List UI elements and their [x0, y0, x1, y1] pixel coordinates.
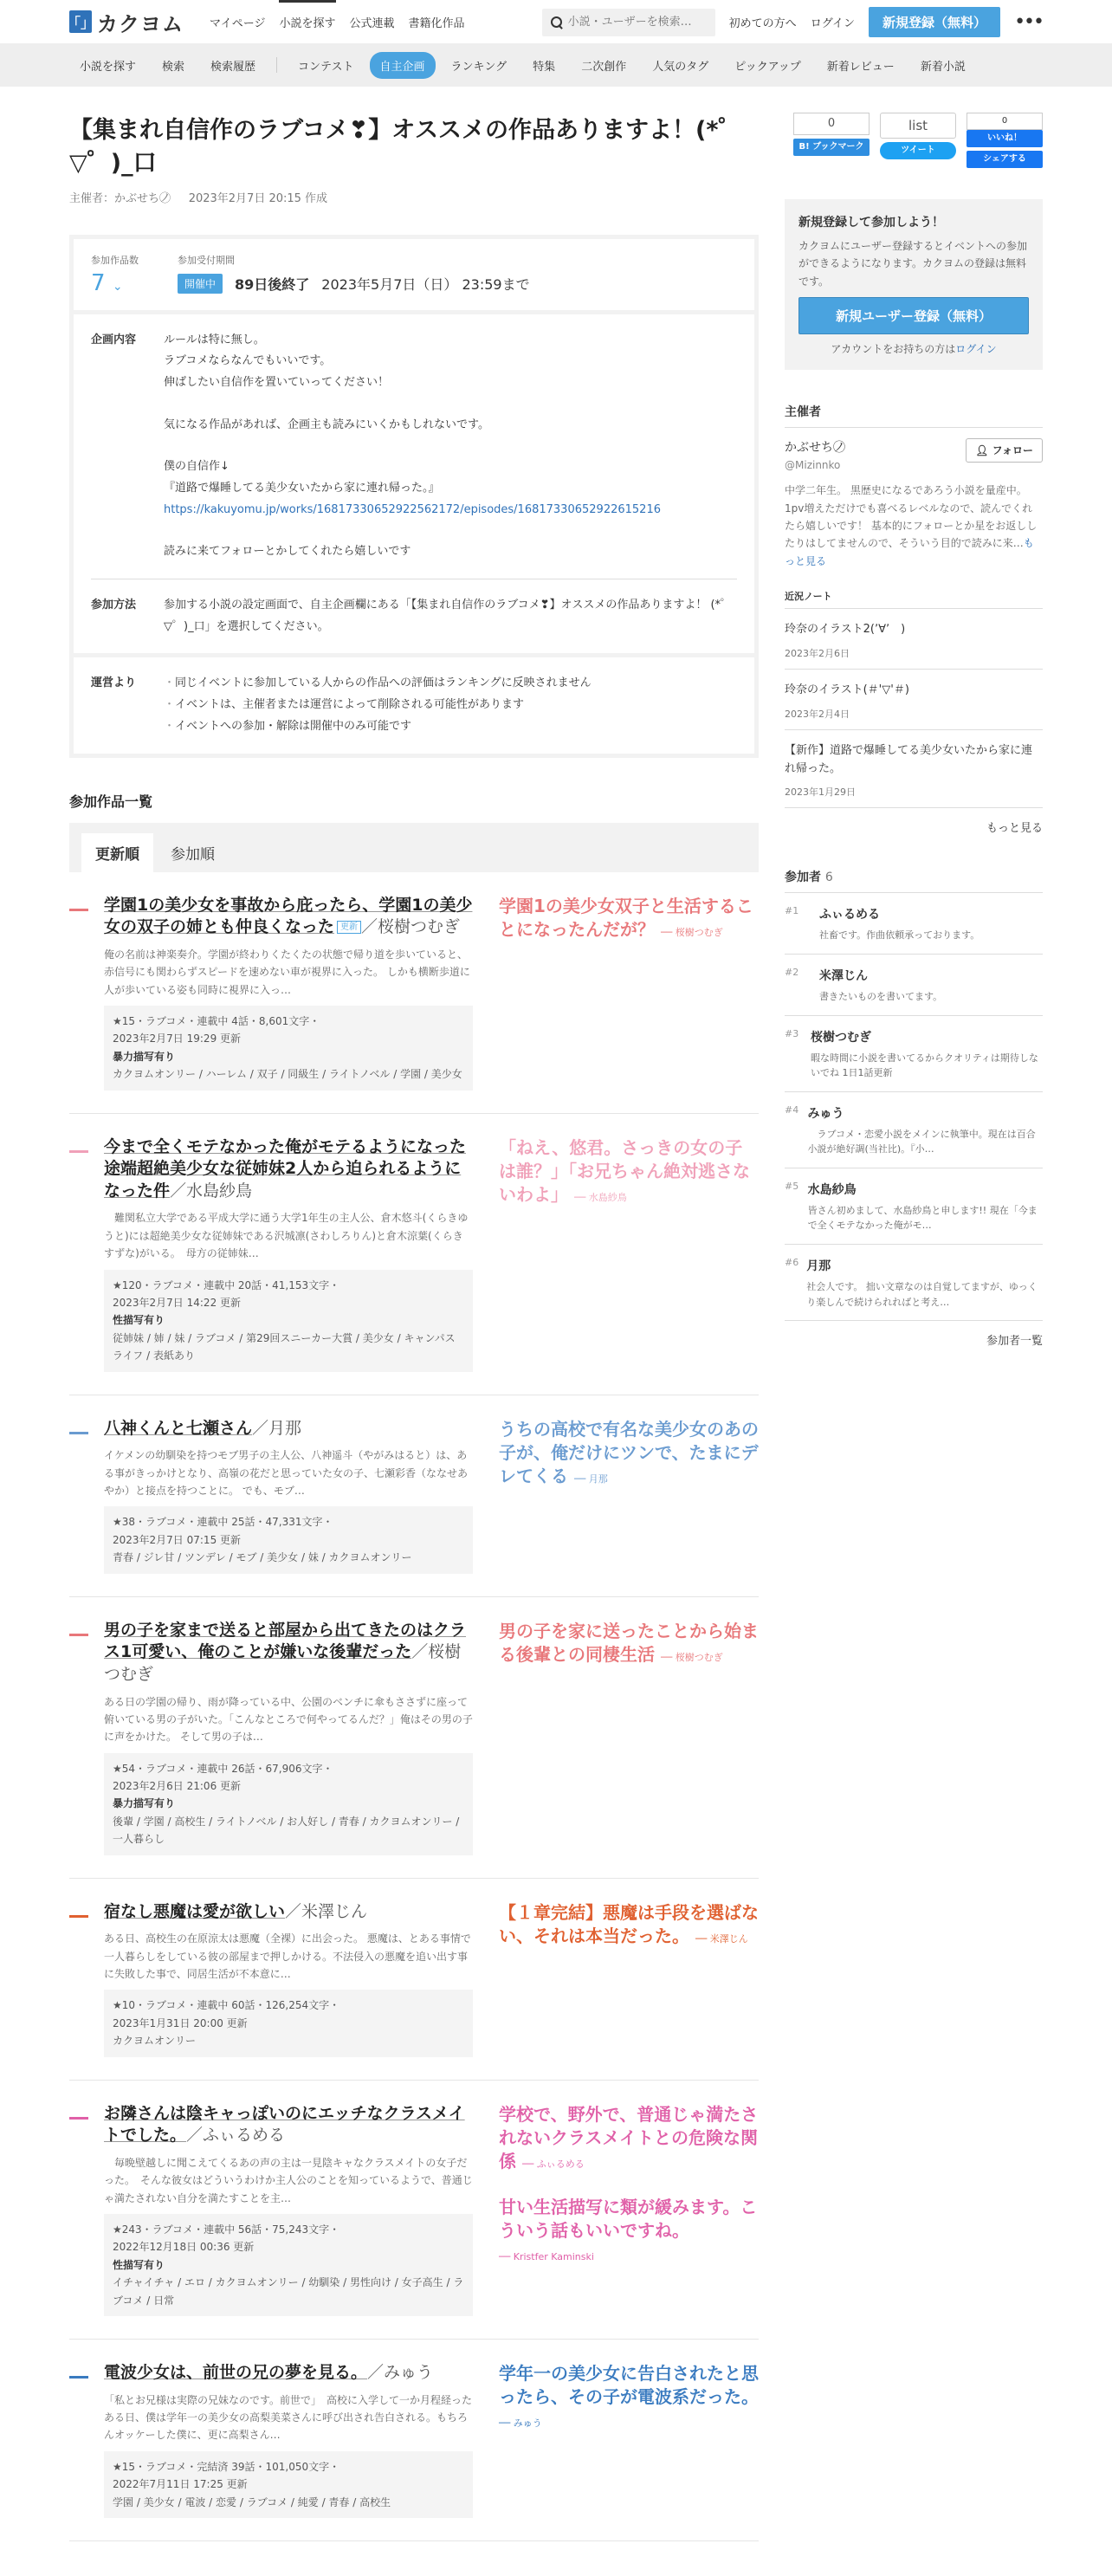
work-title[interactable]: 電波少女は、前世の兄の夢を見る。 — [104, 2363, 368, 2383]
beginner-link[interactable]: 初めての方へ — [728, 17, 797, 30]
list-button[interactable]: list — [880, 113, 956, 139]
content-body — [164, 330, 661, 564]
work-intro: ある日、高校生の在原涼太は悪魔（全裸）に出会った。 悪魔は、とある事情で一人暮らしをしている彼の部屋まで押しかける。不法侵入の悪魔を追い出す事に失敗した事で、同居生活が不本意に… — [104, 1932, 471, 1981]
participant-desc: 社畜です。作曲依頼承っております。 — [819, 929, 980, 942]
main-column — [69, 111, 759, 2541]
work-catch-block — [499, 1901, 759, 2057]
deadline: 2023年5月7日（日） 23:59まで — [321, 275, 530, 293]
note-title: 【新作】道路で爆睡してる美少女いたから家に連れ帰った。 — [785, 743, 1033, 775]
participant-rank: #5 — [785, 1180, 799, 1192]
participant-rank: #4 — [785, 1104, 799, 1116]
period-block — [178, 253, 530, 296]
work-catch-block — [499, 1620, 759, 1855]
nav-official[interactable]: 公式連載 — [349, 16, 395, 30]
work-item — [69, 1114, 759, 1395]
work-stats: ★120・ラブコメ・連載中 20話・41,153文字・ — [113, 1278, 340, 1291]
work-title[interactable]: お隣さんは陰キャっぽいのにエッチなクラスメイトでした。 — [104, 2103, 465, 2146]
subnav-fanfic[interactable]: 二次創作 — [581, 60, 627, 74]
work-intro: ある日の学園の帰り、雨が降っている中、公園のベンチに傘もささずに座って俯いている男の子がいた。「こんなところで何やってるんだ？」俺はその男の子に声をかけた。 そして男の子は… — [104, 1695, 473, 1744]
tweet-button[interactable]: ツイート — [880, 142, 956, 159]
created-date: 2023年2月7日 20:15 作成 — [188, 191, 328, 205]
work-updated: 2023年2月7日 14:22 更新 — [113, 1297, 242, 1310]
work-item — [69, 2081, 759, 2340]
rules-label: 運営より — [91, 676, 137, 690]
catch-text: 学年一の美少女に告白されたと思ったら、その子が電波系だった。 — [499, 2363, 759, 2408]
content-line: 気になる作品があれば、企画主も読みにいくかもしれないです。 — [164, 417, 489, 431]
work-item — [69, 1395, 759, 1597]
work-left — [104, 1620, 473, 1855]
work-title[interactable]: 宿なし悪魔は愛が欲しい — [104, 1901, 286, 1921]
work-catchphrase — [499, 1418, 759, 1488]
work-color-bar — [69, 1634, 88, 1636]
participant-item[interactable] — [785, 893, 1043, 955]
work-warning: 暴力描写有り — [113, 1797, 176, 1810]
work-author[interactable]: ／水島紗鳥 — [170, 1181, 253, 1201]
host-name[interactable]: かぶせちノ⃝ — [785, 441, 845, 456]
join-title: 新規登録して参加しよう！ — [798, 216, 944, 230]
work-review-catch — [499, 2196, 759, 2266]
content-line: 『道路で爆睡してる美少女いたから家に連れ帰った。』 — [164, 482, 440, 495]
work-meta — [104, 1270, 473, 1372]
subnav-search-novels[interactable]: 小説を探す — [80, 60, 137, 74]
hatena-bookmark-button[interactable]: B! ブックマーク — [793, 139, 870, 156]
catch-author: ── 桜樹つむぎ — [660, 926, 723, 938]
work-updated: 2023年2月7日 07:15 更新 — [113, 1533, 242, 1546]
work-left — [104, 1901, 473, 2057]
work-catchphrase — [499, 2103, 759, 2173]
content-row — [74, 314, 754, 579]
work-tags[interactable]: カクヨムオンリー / ハーレム / 双子 / 同級生 / ライトノベル / 学園 / 美少女 — [113, 1068, 462, 1081]
search-input[interactable] — [568, 16, 707, 29]
follow-label: フォロー — [992, 444, 1033, 457]
status-badge: 開催中 — [178, 274, 223, 294]
join-login-prefix: アカウントをお持ちの方は — [831, 343, 956, 356]
rule-item: ・ 同じイベントに参加している人からの作品への評価はランキングに反映されません — [164, 673, 592, 695]
join-login-link[interactable]: ログイン — [955, 343, 997, 356]
method-label: 参加方法 — [91, 599, 137, 612]
register-button[interactable]: 新規ユーザー登録（無料） — [798, 297, 1029, 334]
note-item[interactable] — [785, 670, 1043, 730]
work-tags[interactable]: 学園 / 美少女 / 電波 / 恋愛 / ラブコメ / 純愛 / 青春 / 高校生 — [113, 2495, 391, 2508]
participant-rank: #3 — [785, 1027, 799, 1039]
participant-item[interactable] — [785, 1168, 1043, 1245]
logo-text: カクヨム — [97, 11, 184, 36]
work-catch-block — [499, 2103, 759, 2316]
join-login — [798, 341, 1029, 356]
content-blank — [164, 521, 661, 541]
work-intro: 難関私立大学である平成大学に通う大学1年生の主人公、倉木悠斗(くらきゆうと)には超絶美少女な従姉妹である沢城凛(さわしろりん)と倉木涼葉(くらきすずな)がいる。 母方の従姉妹… — [104, 1212, 469, 1260]
subnav-contest[interactable]: コンテスト — [298, 60, 354, 74]
method-row — [74, 579, 754, 653]
work-tags[interactable]: カクヨムオンリー — [113, 2035, 197, 2048]
work-updated: 2023年1月31日 20:00 更新 — [113, 2016, 248, 2029]
work-catch-block — [499, 1418, 759, 1574]
content-line: 僕の自信作↓ — [164, 460, 230, 474]
work-author[interactable]: ／ふぃるめる — [186, 2126, 286, 2146]
catch-text: 男の子を家に送ったことから始まる後輩との同棲生活 — [499, 1620, 759, 1665]
participants-label: 参加者 — [785, 871, 821, 885]
work-color-bar — [69, 1150, 88, 1153]
method-text: 参加する小説の設定画面で、自主企画欄にある「【集まれ自信作のラブコメ❣】オススメの作品ありますよ！ (*゜▽゜)_口」を選択してください。 — [164, 599, 733, 633]
work-tags[interactable]: 従姉妹 / 姉 / 妹 / ラブコメ / 第29回スニーカー大賞 / 美少女 / キャンパスライフ / 表紙あり — [113, 1331, 456, 1362]
work-left — [104, 895, 473, 1091]
signup-button[interactable]: 新規登録（無料） — [869, 7, 1000, 37]
work-meta — [104, 1990, 473, 2056]
work-stats: ★15・ラブコメ・連載中 4話・8,601文字・ — [113, 1014, 320, 1027]
host-section — [785, 403, 1043, 835]
work-title[interactable]: 男の子を家まで送ると部屋から出てきたのはクラス1可愛い、俺のことが嫌いな後輩だった — [104, 1620, 467, 1662]
work-title-row — [104, 895, 473, 939]
work-warning: 性描写有り — [113, 2258, 165, 2271]
fb-like-button[interactable]: いいね！ — [967, 130, 1043, 147]
search-box — [542, 9, 715, 36]
work-stats: ★38・ラブコメ・連載中 25話・47,331文字・ — [113, 1516, 333, 1529]
days-left: 89日後終了 — [235, 275, 310, 293]
subnav-history[interactable]: 検索履歴 — [210, 60, 256, 74]
participant-name: 月那 — [806, 1259, 831, 1274]
work-color-bar — [69, 1432, 88, 1434]
work-tags[interactable]: 後輩 / 学園 / 高校生 / ライトノベル / お人好し / 青春 / カクヨムオンリー / 一人暮らし — [113, 1815, 460, 1846]
entry-count-value: 7 — [91, 269, 106, 296]
catch-author: ── 米澤じん — [695, 1932, 748, 1945]
work-author[interactable]: ／月那 — [252, 1418, 302, 1438]
host-bio — [785, 482, 1043, 570]
tab-updated[interactable]: 更新順 — [81, 833, 153, 872]
work-meta — [104, 1006, 473, 1091]
fb-share-button[interactable]: シェアする — [967, 151, 1043, 168]
work-title-row — [104, 1901, 473, 1924]
nav-search-novels[interactable]: 小説を探す — [279, 0, 335, 43]
subnav-pickup[interactable]: ピックアップ — [734, 60, 801, 74]
host-meta[interactable]: 主催者：かぶせちノ⃝ — [69, 191, 171, 205]
works-tabs — [69, 823, 759, 872]
chevron-down-icon: ⌄ — [112, 279, 123, 294]
work-item — [69, 2340, 759, 2541]
work-title[interactable]: 八神くんと七瀬さん — [104, 1418, 253, 1438]
work-intro: 毎晩壁越しに聞こえてくるあの声の主は一見陰キャなクラスメイトの女子だった。 そんな彼女はどういうわけか主人公のことを知っているようで、普通じゃ満たされない自分を満たすことを主… — [104, 2156, 473, 2204]
nav-books[interactable]: 書籍化作品 — [408, 16, 465, 30]
logo-mark: 「」 — [69, 10, 92, 33]
list-share — [880, 113, 956, 168]
participant-rank: #6 — [785, 1257, 799, 1269]
catch-text: 学園1の美少女双子と生活することになったんだが？ — [499, 895, 753, 940]
work-catch-block — [499, 2362, 759, 2518]
work-warning: 性描写有り — [113, 1314, 165, 1327]
catch-text: 学校で、野外で、普通じゃ満たされないクラスメイトとの危険な関係 — [499, 2103, 759, 2171]
work-updated: 2023年2月7日 19:29 更新 — [113, 1032, 242, 1045]
host-section-title: 主催者 — [785, 403, 1043, 428]
fb-count: 0 — [967, 113, 1043, 130]
period-label: 参加受付期間 — [178, 254, 235, 266]
subnav-divider — [276, 57, 277, 73]
work-catch-block — [499, 1136, 759, 1372]
work-author[interactable]: ／桜樹つむぎ — [361, 917, 461, 937]
top-nav — [210, 0, 465, 43]
work-title-row — [104, 1418, 473, 1440]
work-title-row — [104, 1136, 473, 1203]
catch-author: ── みゅう — [499, 2417, 542, 2430]
participant-list — [785, 893, 1043, 1321]
work-color-bar — [69, 2376, 88, 2379]
participant-item[interactable] — [785, 1092, 1043, 1168]
participant-name: みゅう — [807, 1106, 844, 1121]
work-catchphrase — [499, 1136, 759, 1207]
search-icon[interactable] — [551, 16, 561, 29]
work-catchphrase — [499, 1620, 759, 1667]
participant-desc: 書きたいものを書いてます。 — [819, 990, 943, 1002]
work-color-bar — [69, 1915, 88, 1918]
work-updated: 2022年12月18日 00:36 更新 — [113, 2241, 255, 2254]
work-updated: 2023年2月6日 21:06 更新 — [113, 1780, 242, 1793]
note-date: 2023年2月6日 — [785, 647, 850, 659]
catch-text: 甘い生活描写に類が緩みます。こういう話もいいですね。 — [499, 2196, 758, 2241]
updated-badge: 更新 — [337, 921, 361, 935]
work-item — [69, 1597, 759, 1879]
subnav-user-events[interactable]: 自主企画 — [370, 52, 436, 79]
participants-title — [785, 868, 1043, 893]
work-meta — [104, 2214, 473, 2316]
login-link[interactable]: ログイン — [810, 17, 856, 30]
content-line: ルールは特に無し。 — [164, 333, 265, 346]
participants-count: 6 — [824, 871, 833, 885]
sub-nav — [0, 43, 1112, 87]
work-color-bar — [69, 2117, 88, 2120]
catch-author: ── 月那 — [573, 1472, 608, 1485]
content-blank — [164, 394, 661, 415]
more-menu-icon[interactable]: ••• — [1014, 11, 1043, 33]
work-catch-block — [499, 895, 759, 1091]
subnav-ranking[interactable]: ランキング — [450, 60, 508, 74]
work-intro: イケメンの幼馴染を持つモブ男子の主人公、八神遥斗（やがみはると）は、ある事がきっかけとなり、高嶺の花だと思っていた女の子、七瀬彩香（ななせあやか）と接点を持つことに。 でも、モブ… — [104, 1449, 469, 1498]
participant-name: ふぃるめる — [819, 908, 880, 922]
facebook-share — [967, 113, 1043, 168]
work-left — [104, 2103, 473, 2316]
work-title[interactable]: 今まで全くモテなかった俺がモテるようになった途端超絶美少女な従姉妹2人から迫られるようになった件 — [104, 1136, 467, 1201]
work-stats: ★54・ラブコメ・連載中 26話・67,906文字・ — [113, 1762, 333, 1775]
content-line: 伸ばしたい自信作を置いていってください！ — [164, 375, 390, 389]
notes-title: 近況ノート — [785, 589, 1043, 609]
participant-desc: 暇な時間に小説を書いてるからクオリティは期待しないでね 1日1話更新 — [811, 1052, 1038, 1079]
catch-author: ── ふぃるめる — [521, 2158, 585, 2170]
note-title: 玲奈のイラスト2(ʼ∀ʼ ) — [785, 623, 906, 637]
participant-rank: #1 — [785, 905, 799, 917]
participant-rank: #2 — [785, 966, 799, 978]
works-list — [69, 872, 759, 2541]
work-author[interactable]: ／米澤じん — [285, 1901, 368, 1921]
rules-row — [74, 657, 754, 753]
note-title: 玲奈のイラスト(＃'▽'＃) — [785, 683, 909, 696]
catch-author: ── Kristfer Kaminski — [499, 2250, 594, 2262]
event-meta — [69, 189, 759, 205]
work-title-row — [104, 2362, 473, 2385]
share-buttons — [785, 113, 1043, 168]
bottom-spacer — [0, 2541, 1112, 2576]
catch-text: 【１章完結】悪魔は手段を選ばない、それは本当だった。 — [499, 1901, 759, 1946]
content-line: ラブコメならなんでもいいです。 — [164, 354, 332, 368]
rules-list — [164, 673, 592, 737]
work-item — [69, 872, 759, 1114]
subnav-new-novels[interactable]: 新着小説 — [920, 60, 966, 74]
subnav-tags[interactable]: 人気のタグ — [652, 60, 709, 74]
work-stats: ★243・ラブコメ・連載中 56話・75,243文字・ — [113, 2223, 340, 2236]
entry-count[interactable] — [91, 270, 160, 296]
participant-name: 桜樹つむぎ — [811, 1030, 871, 1045]
work-catchphrase — [499, 2362, 759, 2432]
join-box — [785, 199, 1043, 370]
logo[interactable] — [69, 7, 184, 37]
participants-list-link[interactable]: 参加者一覧 — [986, 1335, 1043, 1349]
hatena-count: 0 — [793, 113, 870, 135]
work-title-row — [104, 1620, 473, 1686]
work-catchphrase — [499, 895, 759, 942]
rule-item: ・ イベントは、主催者または運営によって削除される可能性があります — [164, 695, 592, 716]
event-title: 【集まれ自信作のラブコメ❣】オススメの作品ありますよ！(*゜▽゜)_口 — [69, 117, 742, 177]
top-right — [542, 7, 1043, 37]
host-row — [785, 438, 1043, 471]
tab-joined[interactable]: 参加順 — [171, 845, 215, 864]
work-tags[interactable]: イチャイチャ / エロ / カクヨムオンリー / 幼馴染 / 男性向け / 女子高生 / ラブコメ / 日常 — [113, 2276, 464, 2307]
catch-author: ── 桜樹つむぎ — [660, 1651, 723, 1663]
subnav-new-reviews[interactable]: 新着レビュー — [826, 60, 895, 74]
work-left — [104, 2362, 473, 2518]
entry-count-label: 参加作品数 — [91, 254, 139, 266]
work-stats: ★15・ラブコメ・完結済 39話・101,050文字・ — [113, 2460, 340, 2473]
work-left — [104, 1418, 473, 1574]
work-left — [104, 1136, 473, 1372]
subnav-features[interactable]: 特集 — [533, 60, 556, 74]
work-stats: ★10・ラブコメ・連載中 60話・126,254文字・ — [113, 1999, 340, 2012]
work-item — [69, 1879, 759, 2081]
work-meta — [104, 1506, 473, 1573]
work-color-bar — [69, 909, 88, 911]
work-intro: 「私とお兄様は実際の兄妹なのです。前世で」 高校に入学して一か月程経ったある日、僕は学年一の美少女の高梨美菜さんに呼び出され告白される。もちろんオッケーした僕に、更に高梨さん… — [104, 2393, 473, 2442]
work-meta — [104, 1753, 473, 1855]
content-line: 読みに来てフォローとかしてくれたら嬉しいです — [164, 545, 411, 559]
content-blank — [164, 436, 661, 456]
event-info-head — [74, 239, 754, 314]
host-id: @Mizinnko — [785, 459, 841, 472]
work-title-row — [104, 2103, 473, 2147]
work-catchphrase — [499, 1901, 759, 1948]
page-container — [69, 87, 1043, 2541]
catch-text: うちの高校で有名な美少女のあの子が、俺だけにツンで、たまにデレてくる — [499, 1418, 759, 1486]
catch-author: ── 水島紗鳥 — [573, 1191, 627, 1203]
rule-item: ・ イベントへの参加・解除は開催中のみ可能です — [164, 716, 592, 738]
work-warning: 暴力描写有り — [113, 1050, 176, 1063]
work-title[interactable]: 学園1の美少女を事故から庇ったら、学園1の美少女の双子の姉とも仲良くなった — [104, 895, 473, 937]
participant-name: 水島紗鳥 — [807, 1182, 857, 1197]
join-text: カクヨムにユーザー登録するとイベントへの参加ができるようになります。カクヨムの登録は無料です。 — [798, 240, 1028, 288]
participant-item[interactable] — [785, 955, 1043, 1016]
participant-desc: 皆さん初めまして、水島紗鳥と申します!! 現在「今まで全くモテなかった俺がモ… — [807, 1204, 1038, 1232]
participants-section — [785, 868, 1043, 1348]
event-info-box — [69, 235, 759, 758]
note-item[interactable] — [785, 730, 1043, 809]
work-meta — [104, 2451, 473, 2518]
sidebar — [785, 111, 1043, 2541]
note-date: 2023年1月29日 — [785, 786, 856, 799]
note-item[interactable] — [785, 609, 1043, 670]
top-header — [0, 0, 1112, 43]
add-user-icon: 👤︎ — [975, 444, 989, 457]
content-link[interactable]: https://kakuyomu.jp/works/16817330652922562172/episodes/16817330652922615216 — [164, 502, 661, 516]
note-date: 2023年2月4日 — [785, 708, 850, 720]
participant-desc: ラブコメ・恋愛小説をメインに執筆中。現在は百合小説が絶好調(当社比)。『小… — [807, 1128, 1036, 1155]
nav-mypage[interactable]: マイページ — [210, 16, 266, 30]
follow-button[interactable] — [966, 438, 1043, 463]
host-bio-text: 中学二年生。 黒歴史になるであろう小説を量産中。 1pv増えただけでも喜べるレベルなので、読んでくれたら嬉しいです！ 基本的にフォローとか星をお返ししたりはしてませんので、そういう目的で読みに来… — [785, 484, 1038, 550]
participant-desc: 社会人です。 拙い文章なのは自覚してますが、ゆっくり楽しんで続けられればと考え… — [806, 1281, 1038, 1308]
catch-text: 「ねえ、悠君。さっきの女の子は誰？」「お兄ちゃん絶対逃さないわよ」 — [499, 1136, 750, 1205]
content-label: 企画内容 — [91, 333, 137, 346]
work-tags[interactable]: 青春 / ジレ甘 / ツンデレ / モブ / 美少女 / 妹 / カクヨムオンリー — [113, 1551, 412, 1564]
period-row — [178, 274, 530, 294]
works-section-title: 参加作品一覧 — [69, 793, 153, 810]
participant-item[interactable] — [785, 1016, 1043, 1092]
entry-count-block — [91, 253, 160, 296]
participant-item[interactable] — [785, 1245, 1043, 1321]
host-bio-more[interactable]: もっと見る — [785, 537, 1034, 567]
work-intro: 俺の名前は神楽奏介。学園が終わりくたくたの状態で帰り道を歩いていると、赤信号にも関わらずスピードを速めない車が視界に入った。 しかも横断歩道に人が歩いている姿も同時に視界に入っ… — [104, 948, 470, 996]
subnav-search[interactable]: 検索 — [162, 60, 185, 74]
hatena-share — [793, 113, 870, 168]
work-updated: 2022年7月11日 17:25 更新 — [113, 2478, 248, 2491]
work-author[interactable]: ／みゅう — [367, 2363, 434, 2383]
work-author[interactable]: ／桜樹つむぎ — [104, 1642, 462, 1684]
participant-name: 米澤じん — [819, 968, 868, 983]
notes-more-link[interactable]: もっと見る — [986, 822, 1043, 836]
